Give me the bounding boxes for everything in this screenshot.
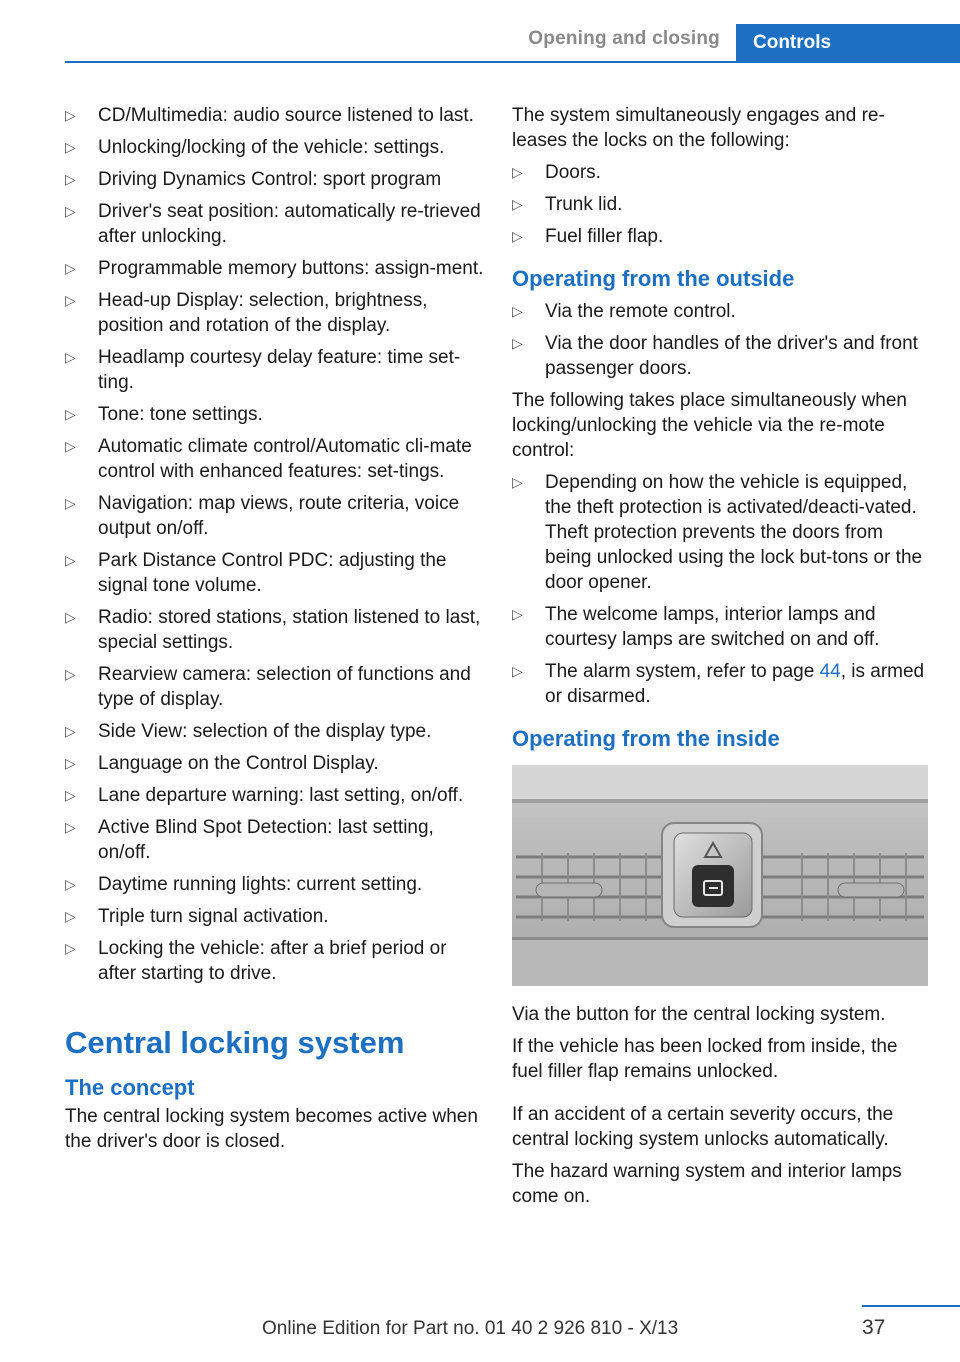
list-item: ▷ Trunk lid. (512, 194, 623, 215)
header-rule (65, 61, 960, 63)
list-item: ▷ Driving Dynamics Control: sport program (65, 169, 442, 190)
locks-intro-paragraph: The system simultaneously engages and re-leases the locks on the following: (512, 105, 885, 151)
list-item: ▷ Triple turn signal activation. (65, 906, 329, 927)
triangle-bullet-icon: ▷ (65, 107, 76, 123)
triangle-bullet-icon: ▷ (65, 552, 76, 568)
triangle-bullet-icon: ▷ (512, 335, 523, 351)
triangle-bullet-icon: ▷ (65, 438, 76, 454)
list-item: ▷ Park Distance Control PDC: adjusting the signal tone volume. (65, 550, 447, 596)
triangle-bullet-icon: ▷ (65, 203, 76, 219)
list-item: ▷ Driver's seat position: automatically re-trieved after unlocking. (65, 201, 481, 247)
triangle-bullet-icon: ▷ (65, 495, 76, 511)
list-item: ▷ Doors. (512, 162, 601, 183)
triangle-bullet-icon: ▷ (65, 609, 76, 625)
triangle-bullet-icon: ▷ (512, 164, 523, 180)
triangle-bullet-icon: ▷ (512, 474, 523, 490)
triangle-bullet-icon: ▷ (65, 349, 76, 365)
triangle-bullet-icon: ▷ (512, 606, 523, 622)
triangle-bullet-icon: ▷ (65, 876, 76, 892)
left-column (65, 103, 485, 1161)
list-item: ▷ Locking the vehicle: after a brief period or after starting to drive. (65, 938, 447, 984)
list-item: ▷ Daytime running lights: current setting. (65, 874, 423, 895)
list-item: ▷ CD/Multimedia: audio source listened to last. (65, 105, 474, 126)
triangle-bullet-icon: ▷ (65, 292, 76, 308)
footer-rule (862, 1305, 960, 1307)
triangle-bullet-icon: ▷ (65, 171, 76, 187)
triangle-bullet-icon: ▷ (65, 940, 76, 956)
list-item: ▷ Depending on how the vehicle is equipped, the theft protection is activated/deacti-vated. Theft protection prevents the doors from being unlocked using the lock but-tons or the door opener. (512, 472, 923, 593)
settings-list (65, 103, 485, 986)
triangle-bullet-icon: ▷ (512, 303, 523, 319)
subheading-operating-outside: Operating from the outside (512, 266, 795, 291)
inside-lock-paragraph: If the vehicle has been locked from inside, the fuel filler flap remains unlocked. (512, 1036, 898, 1082)
list-item: ▷ Active Blind Spot Detection: last setting, on/off. (65, 817, 434, 863)
list-item: ▷ Radio: stored stations, station listened to last, special settings. (65, 607, 481, 653)
triangle-bullet-icon: ▷ (65, 260, 76, 276)
triangle-bullet-icon: ▷ (65, 819, 76, 835)
running-header-tab: Controls (736, 24, 960, 61)
triangle-bullet-icon: ▷ (65, 908, 76, 924)
triangle-bullet-icon: ▷ (65, 406, 76, 422)
list-item: ▷ Automatic climate control/Automatic cli-mate control with enhanced features: set-tings. (65, 436, 472, 482)
hazard-paragraph: The hazard warning system and interior lamps come on. (512, 1161, 902, 1207)
list-item: ▷ Language on the Control Display. (65, 753, 379, 774)
footer-edition: Online Edition for Part no. 01 40 2 926 810 - X/13 (262, 1318, 679, 1339)
triangle-bullet-icon: ▷ (65, 787, 76, 803)
page-number: 37 (862, 1316, 886, 1339)
list-item: ▷ Via the remote control. (512, 301, 736, 322)
triangle-bullet-icon: ▷ (65, 666, 76, 682)
central-locking-button-photo (512, 765, 928, 986)
list-item: ▷ Programmable memory buttons: assign-ment. (65, 258, 484, 279)
outside-list (512, 299, 930, 381)
remote-list (512, 470, 930, 709)
subheading-the-concept: The concept (65, 1075, 195, 1100)
list-item: ▷ Via the door handles of the driver's and front passenger doors. (512, 333, 918, 379)
list-item: ▷ Fuel filler flap. (512, 226, 664, 247)
list-item: ▷ Rearview camera: selection of functions and type of display. (65, 664, 471, 710)
locks-list (512, 160, 930, 249)
subheading-operating-inside: Operating from the inside (512, 726, 780, 751)
triangle-bullet-icon: ▷ (65, 755, 76, 771)
list-item: ▷ Headlamp courtesy delay feature: time set-ting. (65, 347, 461, 393)
triangle-bullet-icon: ▷ (65, 723, 76, 739)
list-item: ▷ The alarm system, refer to page 44, is armed or disarmed. (512, 661, 925, 707)
list-item: ▷ Lane departure warning: last setting, on/off. (65, 785, 464, 806)
triangle-bullet-icon: ▷ (65, 139, 76, 155)
right-column (512, 103, 930, 1216)
page-reference-link[interactable]: 44 (819, 661, 841, 682)
triangle-bullet-icon: ▷ (512, 196, 523, 212)
triangle-bullet-icon: ▷ (512, 663, 523, 679)
accident-paragraph: If an accident of a certain severity occurs, the central locking system unlocks automatically. (512, 1104, 894, 1150)
list-item: ▷ Unlocking/locking of the vehicle: settings. (65, 137, 445, 158)
section-heading-central-locking: Central locking system (65, 1025, 405, 1060)
list-item: ▷ Tone: tone settings. (65, 404, 263, 425)
photo-caption: Via the button for the central locking system. (512, 1004, 886, 1025)
concept-paragraph: The central locking system becomes active when the driver's door is closed. (65, 1106, 478, 1152)
list-item: ▷ Side View: selection of the display type. (65, 721, 432, 742)
list-item: ▷ Navigation: map views, route criteria, voice output on/off. (65, 493, 460, 539)
list-item: ▷ Head-up Display: selection, brightness, position and rotation of the display. (65, 290, 428, 336)
triangle-bullet-icon: ▷ (512, 228, 523, 244)
list-item: ▷ The welcome lamps, interior lamps and courtesy lamps are switched on and off. (512, 604, 880, 650)
running-header-section: Opening and closing (528, 28, 720, 49)
remote-intro-paragraph: The following takes place simultaneously when locking/unlocking the vehicle via the re-mote control: (512, 390, 907, 461)
